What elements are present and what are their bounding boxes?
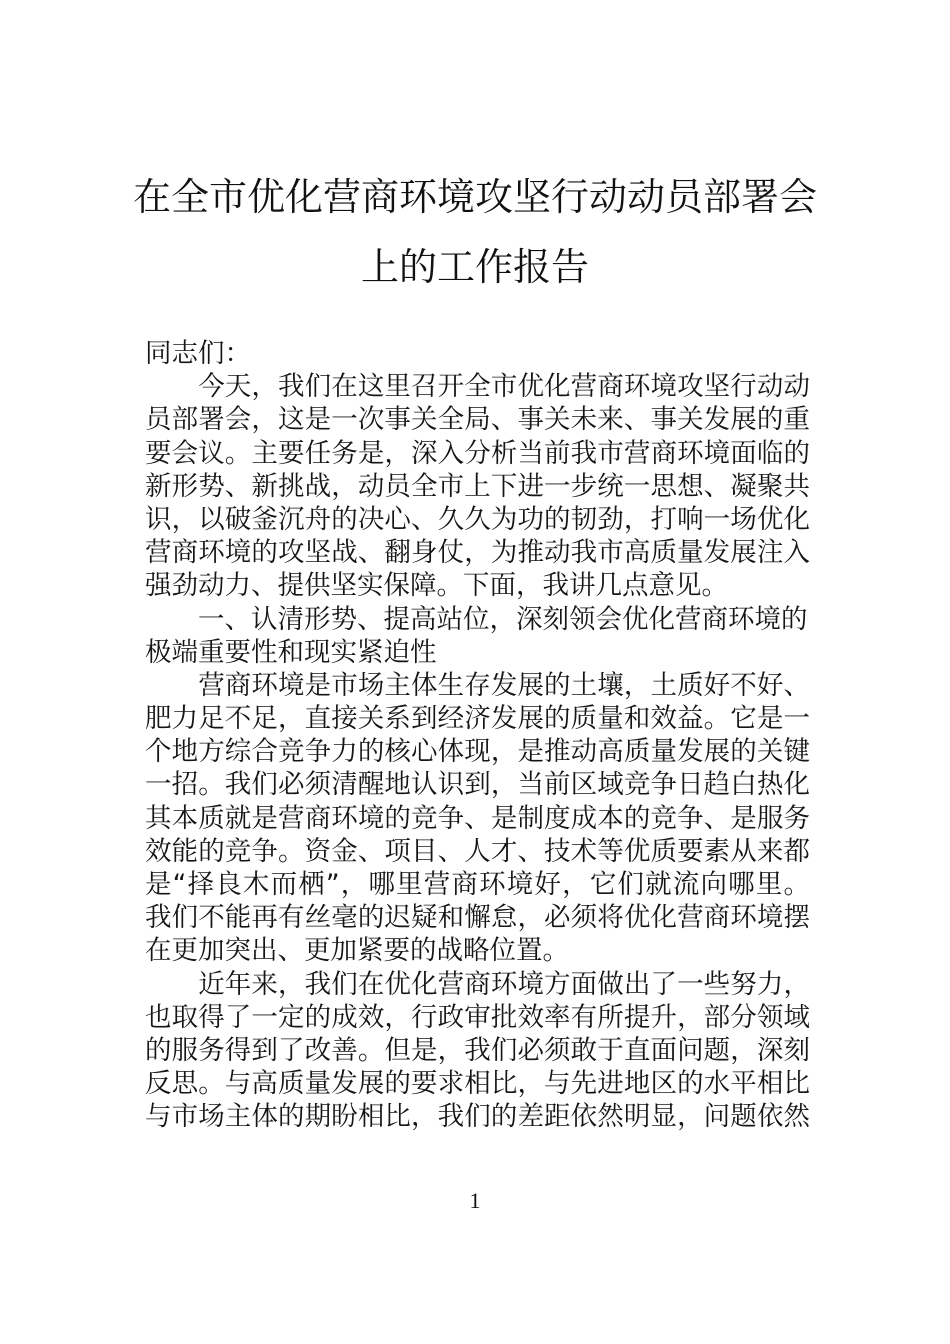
heading-line: 极端重要性和现实紧迫性	[145, 636, 437, 668]
text-line: 其本质就是营商环境的竞争、是制度成本的竞争、是服务	[145, 802, 810, 834]
text-line: 要会议。主要任务是，深入分析当前我市营商环境面临的	[145, 437, 810, 469]
text-line: 效能的竞争。资金、项目、人才、技术等优质要素从来都	[145, 835, 810, 867]
text-line: 我们不能再有丝毫的迟疑和懈怠，必须将优化营商环境摆	[145, 902, 810, 934]
text-line: 与市场主体的期盼相比，我们的差距依然明显，问题依然	[145, 1101, 810, 1133]
salutation: 同志们：	[145, 338, 251, 369]
document-body	[145, 337, 810, 1134]
text-line: 员部署会，这是一次事关全局、事关未来、事关发展的重	[145, 404, 810, 436]
text-line: 是“择良木而栖”，哪里营商环境好，它们就流向哪里。	[145, 869, 810, 900]
text-line: 的服务得到了改善。但是，我们必须敢于直面问题，深刻	[145, 1034, 810, 1066]
text-line: 近年来，我们在优化营商环境方面做出了一些努力，	[145, 968, 810, 1000]
text-line: 今天，我们在这里召开全市优化营商环境攻坚行动动	[145, 371, 810, 403]
paragraph-recent-years	[145, 968, 810, 1134]
heading-line: 一、认清形势、提高站位，深刻领会优化营商环境的	[145, 603, 808, 635]
text-line: 在更加突出、更加紧要的战略位置。	[145, 935, 569, 967]
text-line: 识，以破釜沉舟的决心、久久为功的韧劲，打响一场优化	[145, 503, 810, 535]
paragraph-importance	[145, 669, 810, 968]
text-line: 一招。我们必须清醒地认识到，当前区域竞争日趋白热化	[145, 769, 810, 801]
title-line-2: 上的工作报告	[360, 245, 589, 289]
text-line: 新形势、新挑战，动员全市上下进一步统一思想、凝聚共	[145, 470, 810, 502]
page-number: 1	[469, 1188, 481, 1213]
text-line: 个地方综合竞争力的核心体现，是推动高质量发展的关键	[145, 736, 810, 768]
text-line: 营商环境是市场主体生存发展的土壤，土质好不好、	[145, 669, 810, 701]
title-line-1: 在全市优化营商环境攻坚行动动员部署会	[132, 175, 817, 219]
text-line: 强劲动力、提供坚实保障。下面，我讲几点意见。	[145, 570, 728, 602]
section-heading-1	[145, 603, 810, 669]
text-line: 也取得了一定的成效，行政审批效率有所提升，部分领域	[145, 1001, 810, 1033]
text-line: 肥力足不足，直接关系到经济发展的质量和效益。它是一	[145, 703, 810, 735]
text-line: 营商环境的攻坚战、翻身仗，为推动我市高质量发展注入	[145, 537, 810, 569]
paragraph-opening	[145, 370, 810, 602]
text-line: 反思。与高质量发展的要求相比，与先进地区的水平相比	[145, 1068, 810, 1100]
